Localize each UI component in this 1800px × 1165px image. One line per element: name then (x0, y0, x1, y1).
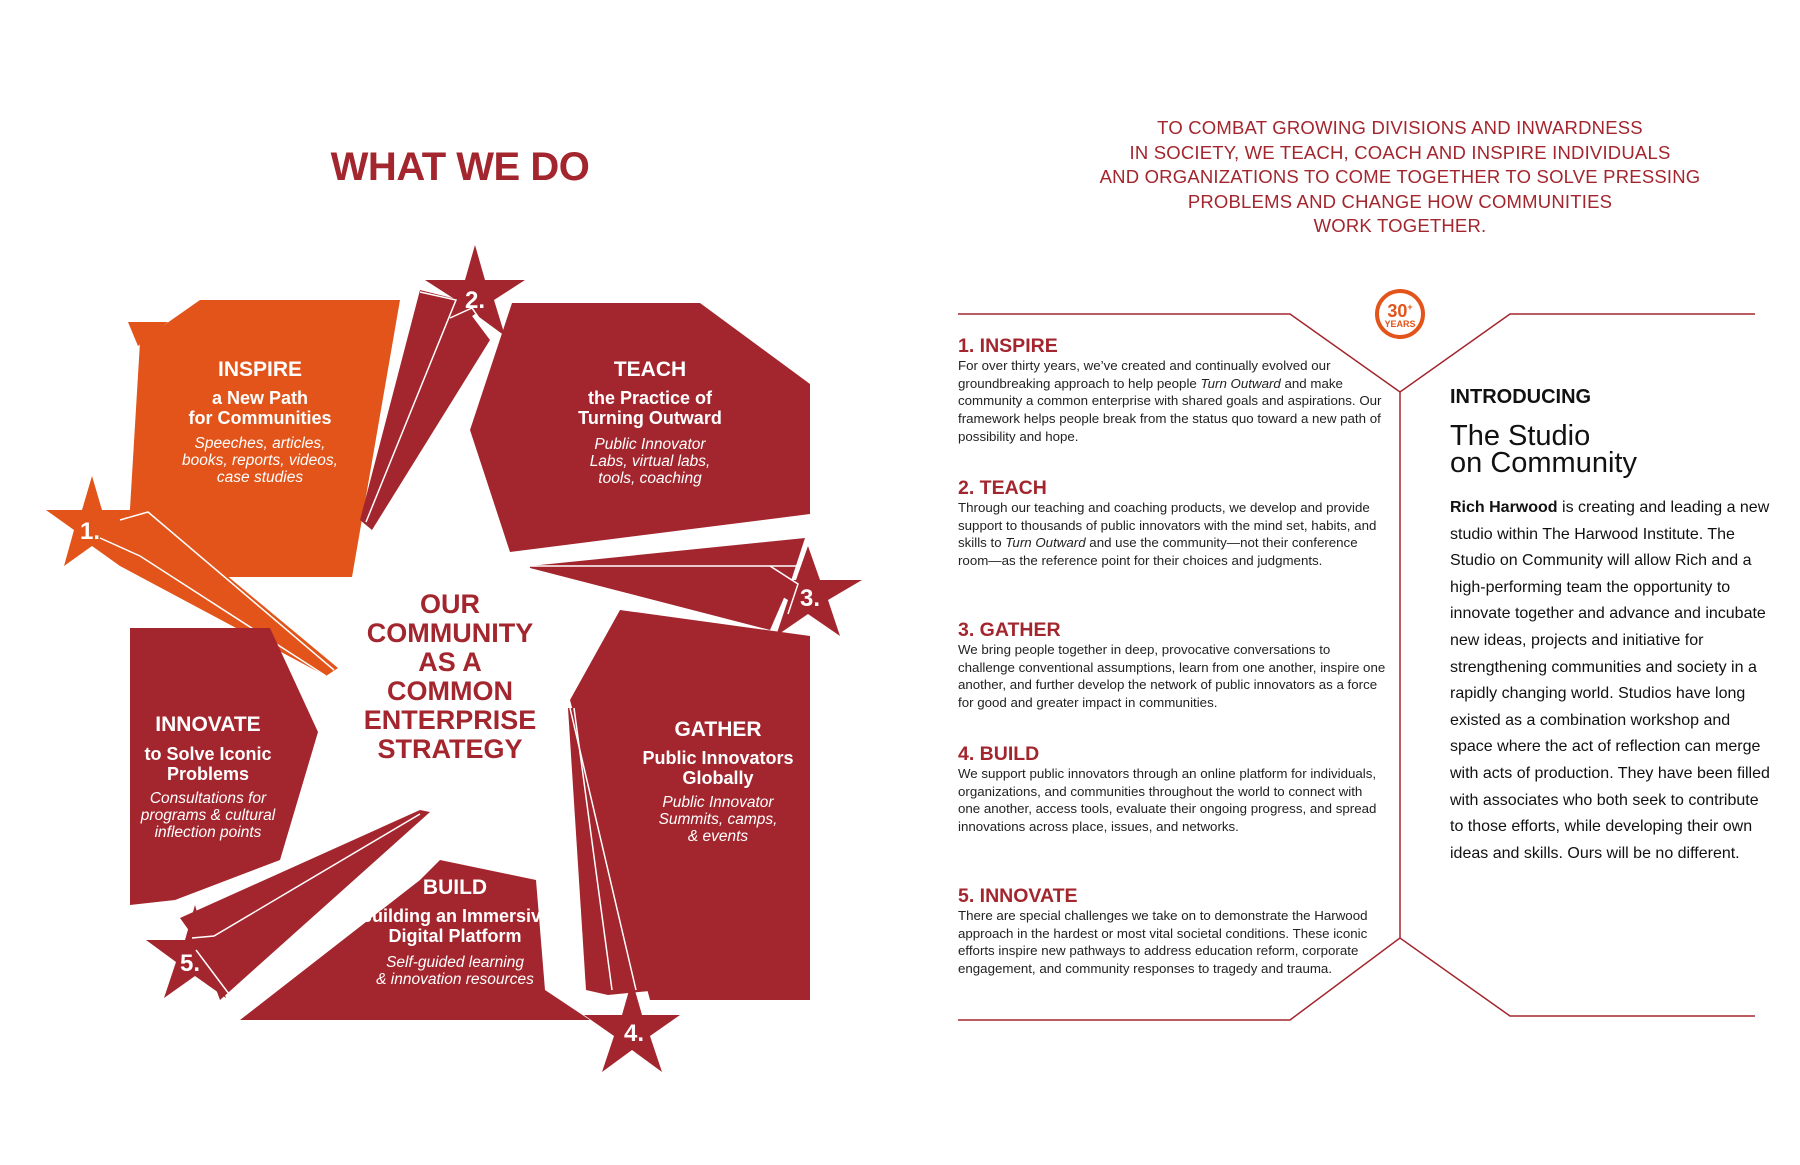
intro-lead-name: Rich Harwood (1450, 499, 1558, 516)
star-1-number: 1. (80, 518, 101, 545)
innovate-description-line: Consultations for (149, 790, 267, 807)
build-description-line: Self-guided learning (386, 954, 524, 971)
teach-description-line: Labs, virtual labs, (589, 453, 711, 470)
mission-line: IN SOCIETY, WE TEACH, COACH AND INSPIRE INDIVIDUALS (1129, 141, 1671, 163)
gather-subtitle (608, 748, 828, 788)
section-italic-text: Turn Outward (1005, 535, 1086, 551)
mission-line: AND ORGANIZATIONS TO COME TOGETHER TO SOLVE PRESSING (1099, 166, 1701, 187)
center-text-line: OUR (420, 589, 480, 619)
section-body (958, 907, 1388, 978)
section-text: We support public innovators through an online platform for individuals, organizations, and communities throughout the world to connect with one another, access tools, evaluate their ongoing progress, and spread innovations across place, issues, and networks. (958, 766, 1377, 835)
inspire-description-line: case studies (216, 469, 304, 486)
gather-title: GATHER (674, 718, 762, 741)
build-subtitle-line: Digital Platform (388, 926, 522, 946)
teach-description (535, 436, 765, 487)
intro-body-text: is creating and leading a new studio within The Harwood Institute. The Studio on Community will allow Rich and a high-performing team the opportunity to innovate together and advance and incubate new ideas, projects and initiative for strengthening communities and society in a rapidly changing world. Studios have long existed as a combination workshop and space where the act of reflection can merge with acts of production. They have been filled with associates who both seek to contribute to those efforts, while developing their own ideas and skills. Ours will be no different. (1450, 499, 1770, 862)
section-heading: 1. INSPIRE (958, 335, 1058, 357)
star-3-number: 3. (800, 585, 821, 612)
star-5-number: 5. (180, 950, 201, 977)
inspire-subtitle-line: for Communities (188, 408, 332, 428)
innovate-description (98, 790, 318, 841)
teach-subtitle (535, 388, 765, 428)
intro-title (1450, 420, 1770, 479)
thirty-years-badge (1375, 289, 1425, 339)
introducing-studio-panel (1450, 386, 1770, 867)
inspire-description-line: Speeches, articles, (194, 435, 326, 452)
section-innovate (958, 885, 1388, 978)
gather-description-line: Summits, camps, (658, 811, 778, 828)
innovate-subtitle-line: to Solve Iconic (144, 744, 272, 764)
teach-title: TEACH (613, 358, 687, 381)
build-subtitle (335, 906, 575, 946)
section-teach (958, 477, 1388, 570)
intro-title-line: The Studio (1450, 420, 1591, 452)
teach-description-line: Public Innovator (594, 436, 706, 453)
intro-kicker: INTRODUCING (1450, 386, 1592, 408)
inspire-subtitle-line: a New Path (211, 388, 309, 408)
section-heading: 5. INNOVATE (958, 885, 1078, 907)
star-4-number: 4. (624, 1020, 645, 1047)
innovate-subtitle-line: Problems (166, 764, 250, 784)
gather-description (608, 794, 828, 845)
section-body (958, 641, 1388, 712)
inspire-description (150, 435, 370, 486)
build-description (335, 954, 575, 988)
gather-description-line: & events (687, 828, 749, 845)
section-heading: 2. TEACH (958, 477, 1047, 499)
section-body (958, 499, 1388, 570)
badge-number-value: 30 (1387, 301, 1408, 321)
mission-line: PROBLEMS AND CHANGE HOW COMMUNITIES (1187, 190, 1613, 212)
section-italic-text: Turn Outward (1200, 375, 1281, 391)
teach-subtitle-line: Turning Outward (578, 408, 722, 428)
innovate-description-line: programs & cultural (140, 807, 276, 824)
intro-body (1450, 495, 1770, 867)
section-inspire (958, 335, 1388, 446)
build-description-line: & innovation resources (376, 971, 534, 988)
center-text-line: ENTERPRISE (363, 705, 537, 735)
section-body (958, 357, 1388, 446)
center-text-line: COMMON (387, 676, 513, 706)
teach-subtitle-line: the Practice of (587, 388, 713, 408)
section-text: We bring people together in deep, provocative conversations to challenge conventional assumptions, learn from one another, inspire one another, and further develop the network of public innovators as a force for good and greater impact in communities. (958, 642, 1386, 711)
center-text-line: COMMUNITY (366, 618, 534, 648)
gather-subtitle-line: Globally (682, 768, 754, 788)
mission-line: TO COMBAT GROWING DIVISIONS AND INWARDNESS (1157, 117, 1643, 138)
section-heading: 3. GATHER (958, 619, 1061, 641)
section-body (958, 765, 1388, 836)
gather-description-line: Public Innovator (662, 794, 774, 811)
teach-description-line: tools, coaching (598, 470, 702, 487)
innovate-subtitle (98, 744, 318, 784)
section-text: There are special challenges we take on to demonstrate the Harwood approach in the hardest or most vital societal conditions. These iconic efforts inspire new pathways to address education reform, corporate engagement, and community responses to tragedy and trauma. (958, 908, 1368, 977)
mission-line: WORK TOGETHER. (1313, 215, 1487, 236)
badge-plus: + (1407, 302, 1413, 312)
intro-title-line: on Community (1450, 447, 1637, 479)
center-text-line: STRATEGY (377, 734, 523, 764)
inspire-subtitle (150, 388, 370, 428)
inspire-title: INSPIRE (217, 358, 303, 381)
section-gather (958, 619, 1388, 712)
inspire-description-line: books, reports, videos, (182, 452, 338, 469)
section-text: and make community a common enterprise with shared goals and aspirations. Our framework helps people break from the status quo toward a new path of possibility and hope. (958, 375, 1382, 444)
star-3-tail (530, 538, 805, 630)
mission-statement (1050, 116, 1750, 239)
build-title: BUILD (422, 876, 488, 899)
section-build (958, 743, 1388, 836)
badge-number (1379, 298, 1421, 320)
build-subtitle-line: Building an Immersive (358, 906, 552, 926)
center-strategy-text (330, 590, 570, 764)
section-text: For over thirty years, we’ve created and continually evolved our groundbreaking approach to help people (958, 358, 1331, 391)
innovate-title: INNOVATE (155, 713, 261, 736)
section-text: Through our teaching and coaching products, we develop and provide support to thousands of public innovators with the mind set, habits, and skills to (958, 500, 1377, 551)
page-title: WHAT WE DO (330, 145, 590, 189)
section-text: and use the community—not their conference room—as the reference point for their choices and judgments. (958, 535, 1358, 569)
center-text-line: AS A (418, 647, 482, 677)
star-2-number: 2. (465, 287, 486, 314)
section-heading: 4. BUILD (958, 743, 1040, 765)
innovate-description-line: inflection points (154, 824, 262, 841)
badge-label: YEARS (1384, 319, 1416, 329)
gather-subtitle-line: Public Innovators (642, 748, 794, 768)
